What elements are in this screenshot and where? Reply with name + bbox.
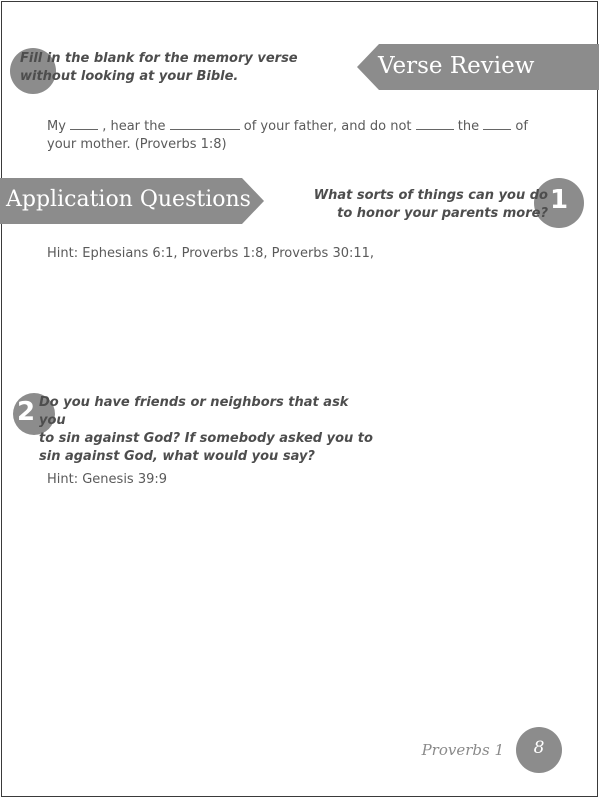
verse-review-title: Verse Review (378, 53, 535, 79)
verse-text (47, 117, 547, 154)
q2-hint: Hint: Genesis 39:9 (47, 472, 168, 487)
verse-word-5: of (515, 119, 528, 134)
blank-3[interactable] (416, 117, 454, 130)
verse-word-1: My (47, 119, 66, 134)
q2-line1: Do you have friends or neighbors that ask you (39, 395, 349, 428)
q2-line3: sin against God, what would you say? (39, 449, 315, 464)
blank-2[interactable] (170, 117, 240, 130)
verse-word-4: the (457, 119, 480, 134)
memory-instruction-line2: without looking at your Bible. (20, 69, 239, 84)
memory-instruction-line1: Fill in the blank for the memory verse (20, 51, 298, 66)
verse-word-2: , hear the (102, 119, 166, 134)
verse-line2: your mother. (Proverbs 1:8) (47, 137, 227, 152)
q1-line2: to honor your parents more? (337, 206, 548, 221)
memory-instruction (20, 50, 340, 86)
q2-number: 2 (16, 397, 36, 427)
q1-hint: Hint: Ephesians 6:1, Proverbs 1:8, Proverbs 30:11, (47, 246, 375, 261)
blank-1[interactable] (70, 117, 98, 130)
application-title: Application Questions (6, 187, 251, 212)
q1-number: 1 (549, 185, 569, 215)
q2-line2: to sin against God? If somebody asked you to (39, 431, 373, 446)
verse-word-3: of your father, and do not (243, 119, 412, 134)
blank-4[interactable] (483, 117, 511, 130)
q1-question (248, 187, 548, 223)
page-number: 8 (533, 738, 545, 758)
footer-book: Proverbs 1 (421, 741, 504, 759)
q2-question (39, 394, 379, 466)
verse-line1 (47, 117, 547, 136)
q1-line1: What sorts of things can you do (313, 188, 548, 203)
